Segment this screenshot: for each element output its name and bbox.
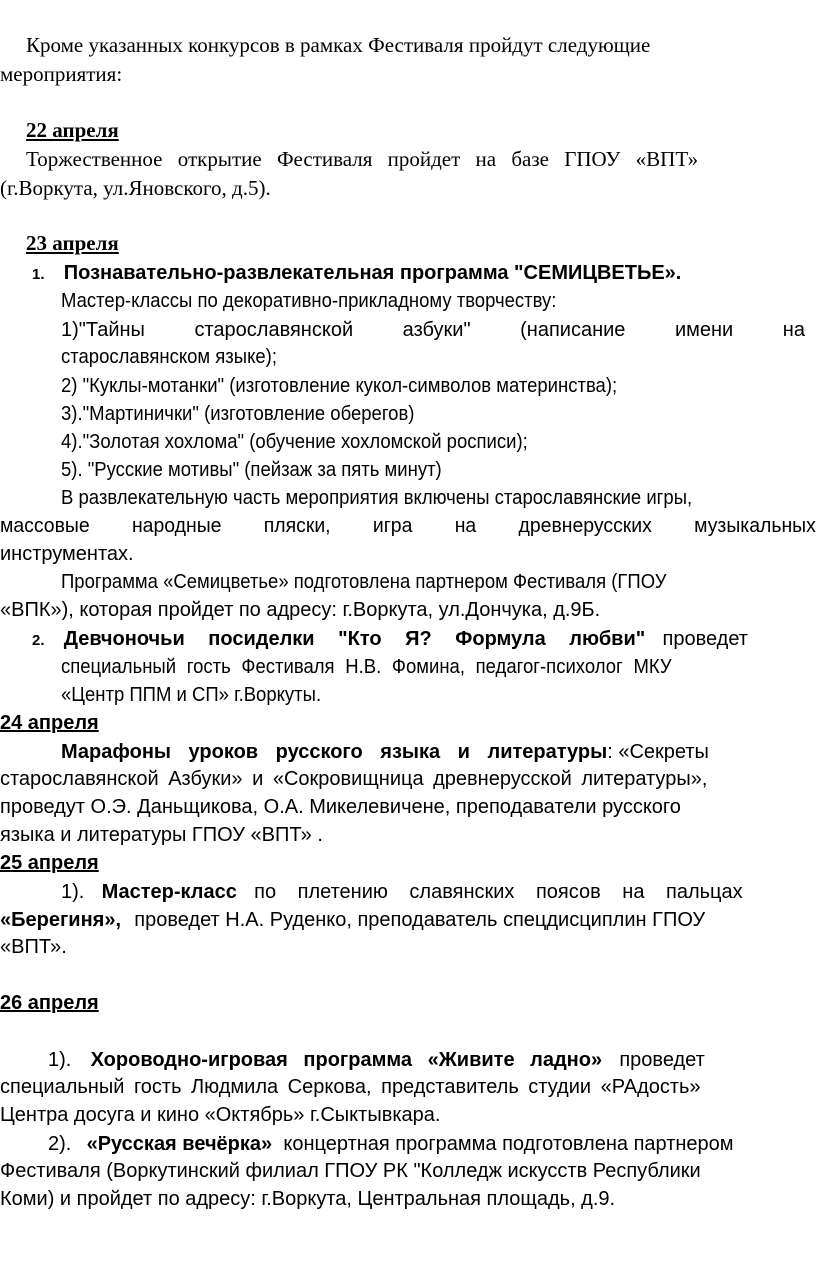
day24-line-3: проведут О.Э. Даньщикова, О.А. Микелевичене, преподаватели русского xyxy=(0,796,681,818)
master-class-1a: 1)"Тайны старославянской азбуки" (написание имени на xyxy=(61,319,805,341)
item-2-rest: проведет xyxy=(662,628,748,650)
day25-beregin: «Берегиня», xyxy=(0,909,122,931)
day26-number-2: 2). xyxy=(48,1133,72,1155)
intro-line-2: мероприятия: xyxy=(0,62,123,86)
entertainment-line-2: массовые народные пляски, игра на древнерусских музыкальных xyxy=(0,515,816,537)
day25-line-1 xyxy=(61,877,816,907)
day25-rest-2: проведет Н.А. Руденко, преподаватель спецдисциплин ГПОУ xyxy=(134,909,706,931)
heading-25-april: 25 апреля xyxy=(0,852,99,874)
item-1-title-line xyxy=(32,258,816,289)
item-2-line-3: «Центр ППМ и СП» г.Воркуты. xyxy=(61,684,322,706)
day26-line-4 xyxy=(48,1129,816,1159)
day24-line-1 xyxy=(61,737,816,767)
day26-line-2: специальный гость Людмила Серкова, представитель студии «РАдость» xyxy=(0,1076,701,1098)
heading-23-april: 23 апреля xyxy=(26,231,119,255)
day24-rest-1: : «Секреты xyxy=(607,741,709,763)
day25-master-class: Мастер-класс xyxy=(101,881,237,903)
day24-marathons-title: Марафоны уроков русского языка и литературы xyxy=(61,741,608,763)
day26-line-5: Фестиваля (Воркутинский филиал ГПОУ РК "Колледж искусств Республики xyxy=(0,1160,701,1182)
day24-line-4: языка и литературы ГПОУ «ВПТ» . xyxy=(0,824,323,846)
intro-text-1: Кроме указанных конкурсов в рамках Фестиваля пройдут следующие xyxy=(26,33,651,57)
heading-26-april: 26 апреля xyxy=(0,992,99,1014)
item-2-title: Девчоночьи посиделки "Кто Я? Формула любви" xyxy=(63,628,646,650)
day25-line-2 xyxy=(0,905,816,935)
day26-line-6: Коми) и пройдет по адресу: г.Воркута, Центральная площадь, д.9. xyxy=(0,1188,616,1210)
item-1-number: 1. xyxy=(32,266,45,283)
master-class-5: 5). "Русские мотивы" (пейзаж за пять минут) xyxy=(61,459,442,481)
day25-rest-1: по плетению славянских поясов на пальцах xyxy=(254,881,743,903)
day22-text-1: Торжественное открытие Фестиваля пройдет на базе ГПОУ «ВПТ» xyxy=(26,147,699,171)
master-class-3: 3)."Мартинички" (изготовление оберегов) xyxy=(61,403,415,425)
day22-line-1 xyxy=(26,145,816,174)
heading-22-april: 22 апреля xyxy=(26,118,119,142)
program-line-1: Программа «Семицветье» подготовлена партнером Фестиваля (ГПОУ xyxy=(61,571,667,593)
master-class-4: 4)."Золотая хохлома" (обучение хохломской росписи); xyxy=(61,431,528,453)
master-classes-intro: Мастер-классы по декоративно-прикладному творчеству: xyxy=(61,290,557,312)
heading-24-april: 24 апреля xyxy=(0,712,99,734)
program-line-2: «ВПК»), которая пройдет по адресу: г.Воркута, ул.Дончука, д.9Б. xyxy=(0,599,601,621)
master-class-2: 2) "Куклы-мотанки" (изготовление кукол-символов материнства); xyxy=(61,375,618,397)
entertainment-line-1: В развлекательную часть мероприятия включены старославянские игры, xyxy=(61,487,693,509)
day26-number-1: 1). xyxy=(48,1049,72,1071)
day25-line-3: «ВПТ». xyxy=(0,936,67,958)
item-1-title: Познавательно-развлекательная программа "СЕМИЦВЕТЬЕ». xyxy=(63,262,682,284)
day26-rest-1: проведет xyxy=(619,1049,705,1071)
day24-line-2: старославянской Азбуки» и «Сокровищница древнерусской литературы», xyxy=(0,768,708,790)
item-2-line-2: специальный гость Фестиваля Н.В. Фомина, педагог-психолог МКУ xyxy=(61,656,672,678)
day26-line-1 xyxy=(48,1045,816,1075)
day26-line-3: Центра досуга и кино «Октябрь» г.Сыктывкара. xyxy=(0,1104,441,1126)
item-2-number: 2. xyxy=(32,632,45,649)
day26-rest-2: концертная программа подготовлена партнером xyxy=(283,1133,734,1155)
master-class-1b: старославянском языке); xyxy=(61,346,277,368)
day26-round-dance-title: Хороводно-игровая программа «Живите ладно» xyxy=(90,1049,603,1071)
entertainment-line-3: инструментах. xyxy=(0,543,134,565)
intro-line-1 xyxy=(0,31,816,60)
day25-number: 1). xyxy=(61,881,85,903)
item-2-title-line xyxy=(32,624,816,655)
day22-line-2: (г.Воркута, ул.Яновского, д.5). xyxy=(0,176,271,200)
day26-russian-evening: «Русская вечёрка» xyxy=(86,1133,273,1155)
